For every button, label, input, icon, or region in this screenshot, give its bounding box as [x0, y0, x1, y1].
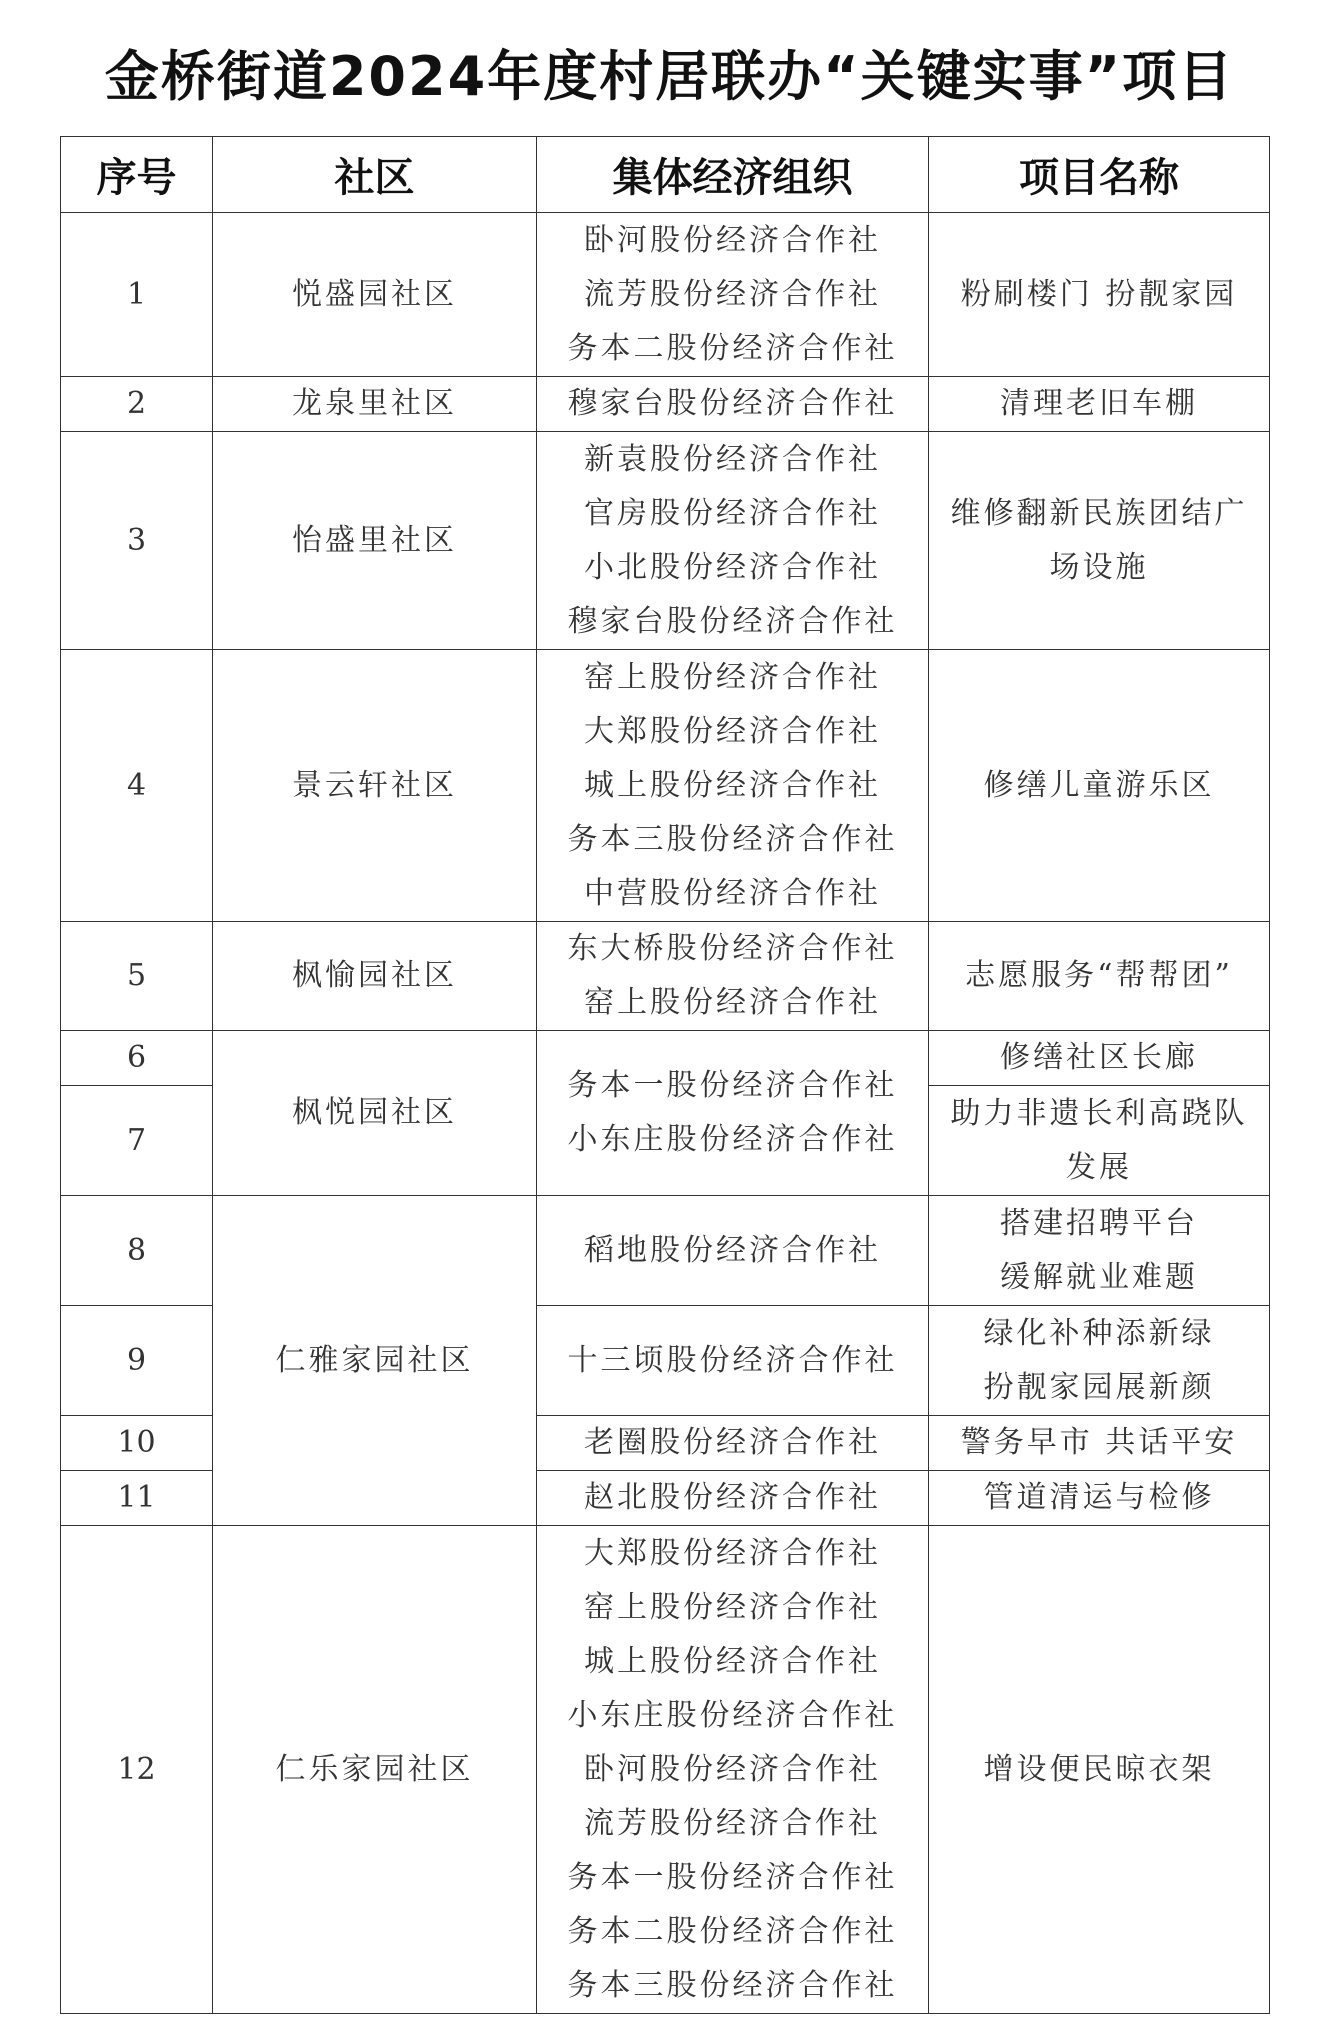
- organization-name: 务本一股份经济合作社: [567, 1859, 898, 1895]
- organization-name: 小北股份经济合作社: [584, 549, 881, 585]
- project-name: 扮靓家园展新颜: [983, 1369, 1215, 1405]
- community-cell: 枫悦园社区: [213, 1031, 537, 1196]
- community-cell: 怡盛里社区: [213, 432, 537, 650]
- organization-name: 中营股份经济合作社: [584, 875, 881, 911]
- organizations-cell: [537, 1306, 929, 1416]
- header-organization: 集体经济组织: [537, 137, 929, 213]
- organization-name: 窑上股份经济合作社: [584, 985, 881, 1020]
- page-title: 金桥街道2024年度村居联办“关键实事”项目: [104, 45, 1235, 108]
- project-name: 缓解就业难题: [1000, 1259, 1198, 1295]
- row-number: 10: [61, 1416, 213, 1471]
- organization-name: 卧河股份经济合作社: [584, 1751, 881, 1787]
- organization-name: 穆家台股份经济合作社: [567, 386, 898, 421]
- organization-name: 务本三股份经济合作社: [567, 1967, 898, 2003]
- row-number: 2: [61, 377, 213, 432]
- organization-name: 城上股份经济合作社: [584, 767, 881, 803]
- project-name: 修缮儿童游乐区: [983, 767, 1215, 803]
- organizations-cell: [537, 922, 929, 1031]
- organization-name: 十三顷股份经济合作社: [567, 1342, 898, 1378]
- organization-name: 务本一股份经济合作社: [567, 1068, 898, 1103]
- row-number: 8: [61, 1196, 213, 1306]
- row-number: 11: [61, 1471, 213, 1526]
- organization-name: 务本三股份经济合作社: [567, 821, 898, 857]
- organization-name: 流芳股份经济合作社: [584, 1805, 881, 1841]
- organization-name: 稻地股份经济合作社: [584, 1232, 881, 1268]
- project-name: 场设施: [1049, 549, 1149, 585]
- header-community: 社区: [213, 137, 537, 213]
- project-cell: [929, 1526, 1270, 2014]
- organization-name: 老圈股份经济合作社: [584, 1425, 881, 1460]
- row-number: 7: [61, 1086, 213, 1196]
- organization-name: 穆家台股份经济合作社: [567, 603, 898, 639]
- organization-name: 大郑股份经济合作社: [584, 1535, 881, 1571]
- project-cell: [929, 432, 1270, 650]
- organizations-cell: [537, 1196, 929, 1306]
- project-name: 管道清运与检修: [983, 1480, 1215, 1515]
- project-cell: [929, 650, 1270, 922]
- header-project: 项目名称: [929, 137, 1270, 213]
- project-cell: [929, 1196, 1270, 1306]
- project-name: 维修翻新民族团结广: [950, 495, 1248, 531]
- project-name: 志愿服务“帮帮团”: [965, 958, 1233, 993]
- organization-name: 新袁股份经济合作社: [584, 441, 881, 477]
- organization-name: 小东庄股份经济合作社: [567, 1697, 898, 1733]
- header-number: 序号: [61, 137, 213, 213]
- project-cell: [929, 377, 1270, 432]
- table-row: [61, 213, 1270, 377]
- organizations-cell: [537, 1416, 929, 1471]
- table-header-row: [61, 137, 1270, 213]
- row-number: 5: [61, 922, 213, 1031]
- community-cell: 龙泉里社区: [213, 377, 537, 432]
- table-row: [61, 1031, 1270, 1086]
- organization-name: 大郑股份经济合作社: [584, 713, 881, 749]
- organization-name: 小东庄股份经济合作社: [567, 1122, 898, 1157]
- table-row: [61, 1196, 1270, 1306]
- project-name: 粉刷楼门 扮靓家园: [960, 276, 1238, 312]
- project-name: 绿化补种添新绿: [983, 1315, 1215, 1351]
- row-number: 4: [61, 650, 213, 922]
- project-table: [60, 136, 1270, 2014]
- organization-name: 城上股份经济合作社: [584, 1643, 881, 1679]
- organizations-cell: [537, 1526, 929, 2014]
- table-row: [61, 377, 1270, 432]
- project-cell: [929, 1416, 1270, 1471]
- organizations-cell: [537, 1031, 929, 1196]
- organization-name: 东大桥股份经济合作社: [567, 931, 898, 966]
- project-name: 助力非遗长利高跷队: [950, 1095, 1248, 1131]
- row-number: 3: [61, 432, 213, 650]
- organization-name: 窑上股份经济合作社: [584, 659, 881, 695]
- project-cell: [929, 213, 1270, 377]
- table-row: [61, 1526, 1270, 2014]
- project-name: 警务早市 共话平安: [960, 1425, 1238, 1460]
- organizations-cell: [537, 650, 929, 922]
- community-cell: 仁乐家园社区: [213, 1526, 537, 2014]
- organization-name: 赵北股份经济合作社: [584, 1480, 881, 1515]
- row-number: 12: [61, 1526, 213, 2014]
- community-cell: 仁雅家园社区: [213, 1196, 537, 1526]
- table-row: [61, 650, 1270, 922]
- project-name: 增设便民晾衣架: [983, 1751, 1215, 1787]
- organization-name: 卧河股份经济合作社: [584, 222, 881, 258]
- community-cell: 景云轩社区: [213, 650, 537, 922]
- row-number: 6: [61, 1031, 213, 1086]
- organizations-cell: [537, 377, 929, 432]
- row-number: 9: [61, 1306, 213, 1416]
- organizations-cell: [537, 432, 929, 650]
- organization-name: 务本二股份经济合作社: [567, 330, 898, 366]
- project-name: 搭建招聘平台: [1000, 1205, 1198, 1241]
- community-cell: 枫愉园社区: [213, 922, 537, 1031]
- project-cell: [929, 1031, 1270, 1086]
- project-name: 清理老旧车棚: [1000, 386, 1198, 421]
- table-row: [61, 922, 1270, 1031]
- project-cell: [929, 1306, 1270, 1416]
- organization-name: 窑上股份经济合作社: [584, 1589, 881, 1625]
- organization-name: 务本二股份经济合作社: [567, 1913, 898, 1949]
- organizations-cell: [537, 1471, 929, 1526]
- project-cell: [929, 1471, 1270, 1526]
- row-number: 1: [61, 213, 213, 377]
- project-cell: [929, 922, 1270, 1031]
- project-name: 发展: [1066, 1149, 1132, 1185]
- project-name: 修缮社区长廊: [1000, 1040, 1198, 1075]
- project-cell: [929, 1086, 1270, 1196]
- community-cell: 悦盛园社区: [213, 213, 537, 377]
- organizations-cell: [537, 213, 929, 377]
- organization-name: 官房股份经济合作社: [584, 495, 881, 531]
- organization-name: 流芳股份经济合作社: [584, 276, 881, 312]
- table-row: [61, 432, 1270, 650]
